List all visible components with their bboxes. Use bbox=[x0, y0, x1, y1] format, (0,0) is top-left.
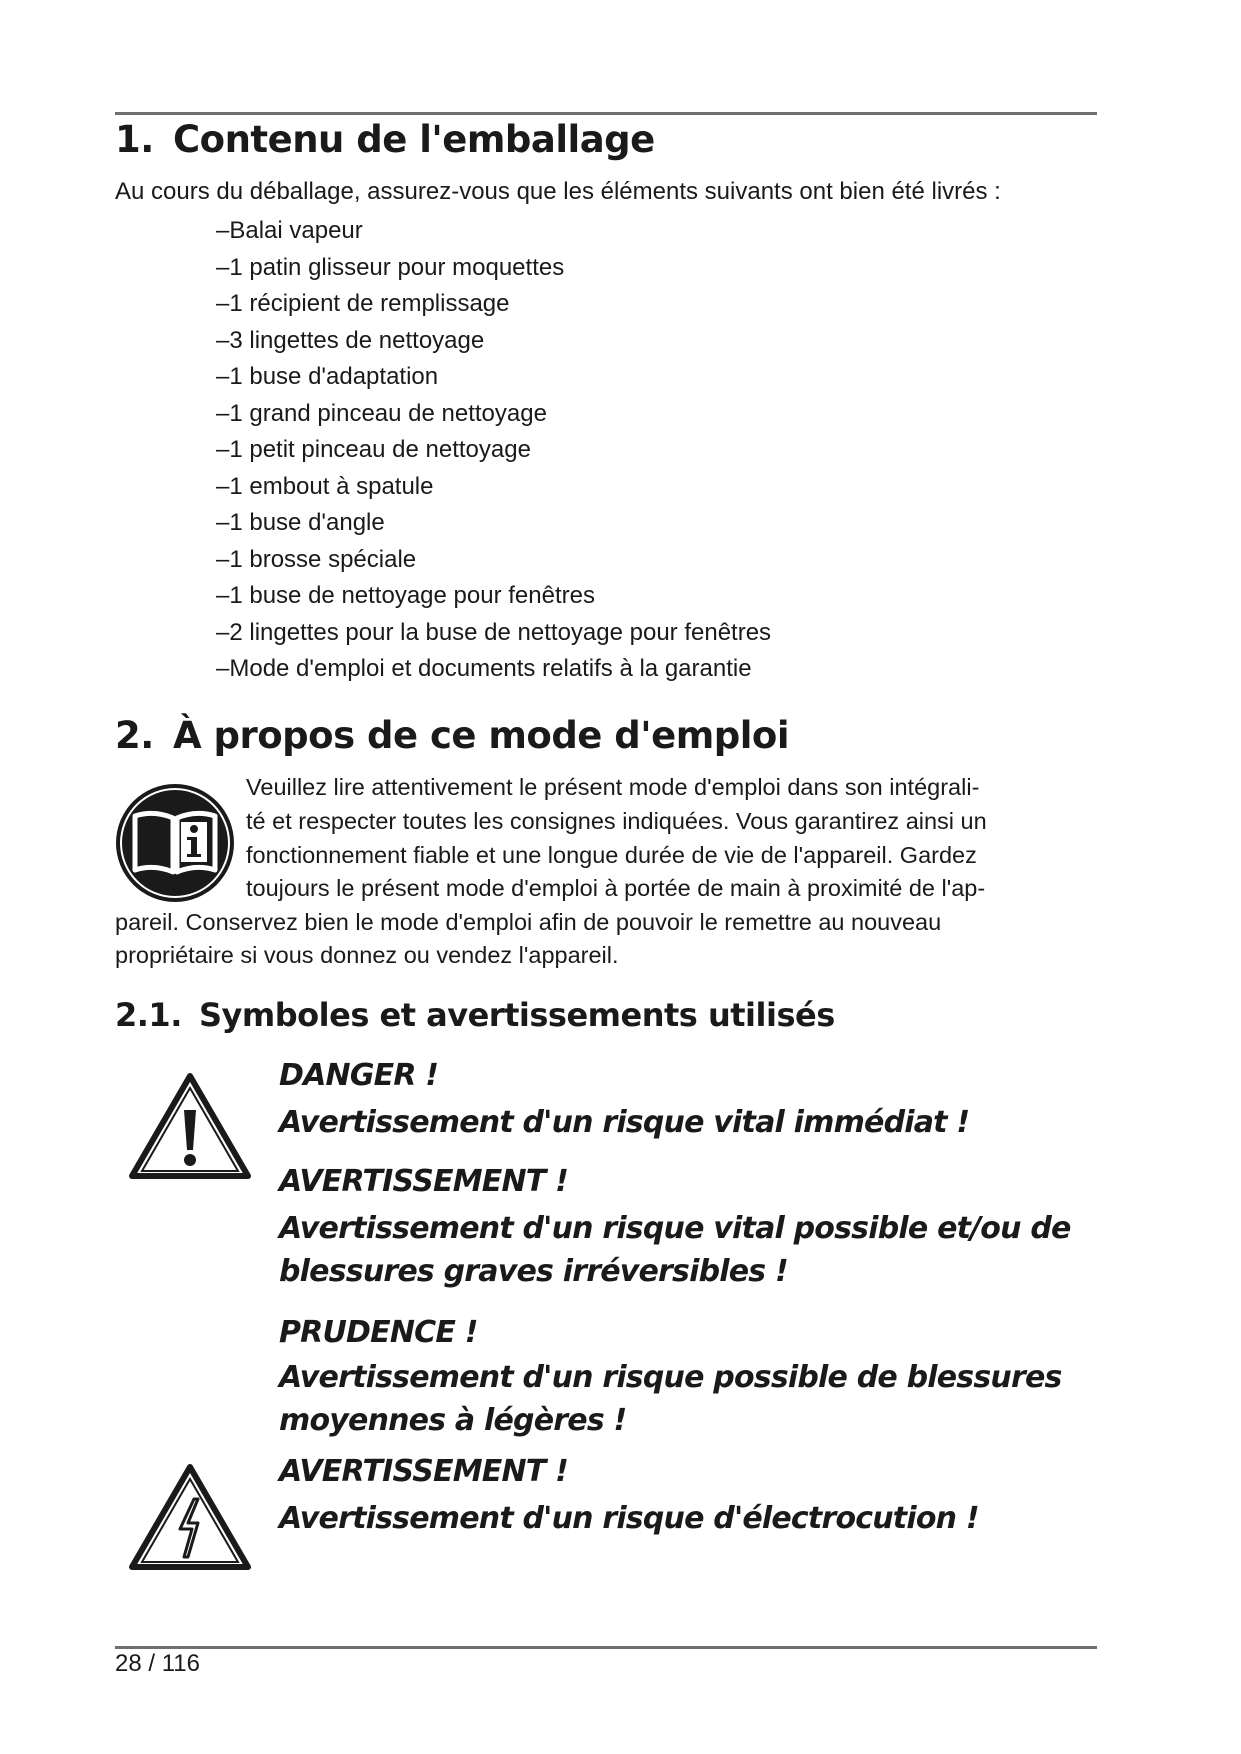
warning-label: AVERTISSEMENT ! bbox=[279, 1164, 568, 1199]
list-item: –1 petit pinceau de nettoyage bbox=[216, 436, 531, 463]
section-2-1-number: 2.1. bbox=[115, 996, 182, 1034]
danger-description: Avertissement d'un risque vital immédiat ! bbox=[279, 1105, 970, 1140]
manual-paragraph-line: fonctionnement fiable et une longue durée de vie de l'appareil. Gardez bbox=[246, 842, 977, 868]
list-item: –1 buse de nettoyage pour fenêtres bbox=[216, 582, 595, 609]
section-2-1-heading bbox=[115, 996, 835, 1034]
list-item: –1 embout à spatule bbox=[216, 472, 434, 500]
section-1-intro: Au cours du déballage, assurez-vous que les éléments suivants ont bien été livrés : bbox=[115, 178, 1001, 205]
list-item: –2 lingettes pour la buse de nettoyage pour fenêtres bbox=[216, 618, 772, 646]
danger-label: DANGER ! bbox=[279, 1058, 439, 1093]
package-contents-list bbox=[216, 213, 771, 688]
manual-paragraph-line: té et respecter toutes les consignes indiquées. Vous garantirez ainsi un bbox=[246, 808, 987, 834]
warning-description-line: blessures graves irréversibles ! bbox=[279, 1254, 788, 1289]
top-divider bbox=[115, 112, 1097, 115]
list-item: –1 récipient de remplissage bbox=[216, 290, 510, 317]
electric-warning-label: AVERTISSEMENT ! bbox=[279, 1454, 568, 1489]
section-1-title: Contenu de l'emballage bbox=[173, 118, 655, 161]
list-item: –1 buse d'adaptation bbox=[216, 363, 439, 390]
manual-paragraph-line: propriétaire si vous donnez ou vendez l'appareil. bbox=[115, 942, 619, 968]
section-2-number: 2. bbox=[115, 714, 154, 757]
list-item: –1 patin glisseur pour moquettes bbox=[216, 253, 565, 281]
electric-warning-description: Avertissement d'un risque d'électrocution ! bbox=[279, 1501, 979, 1536]
caution-description-line: moyennes à légères ! bbox=[279, 1403, 627, 1438]
manual-paragraph-line: pareil. Conservez bien le mode d'emploi afin de pouvoir le remettre au nouveau bbox=[115, 909, 942, 935]
manual-info-icon bbox=[114, 782, 236, 904]
list-item: –1 buse d'angle bbox=[216, 509, 385, 536]
caution-label: PRUDENCE ! bbox=[279, 1315, 478, 1350]
warning-triangle-icon bbox=[128, 1072, 252, 1180]
caution-description-line: Avertissement d'un risque possible de blessures bbox=[279, 1360, 1062, 1395]
page-number: 28 / 116 bbox=[115, 1650, 200, 1677]
list-item: –1 grand pinceau de nettoyage bbox=[216, 399, 547, 427]
warning-description bbox=[279, 1207, 1071, 1293]
section-1-number: 1. bbox=[115, 118, 154, 161]
section-2-1-title: Symboles et avertissements utilisés bbox=[199, 996, 835, 1034]
caution-description bbox=[279, 1356, 1062, 1442]
list-item: –3 lingettes de nettoyage bbox=[216, 326, 485, 354]
manual-paragraph-line: toujours le présent mode d'emploi à portée de main à proximité de l'ap- bbox=[246, 875, 986, 901]
list-item: –Balai vapeur bbox=[216, 217, 363, 244]
list-item: –Mode d'emploi et documents relatifs à la garantie bbox=[216, 655, 752, 682]
section-2-title: À propos de ce mode d'emploi bbox=[173, 714, 790, 757]
bottom-divider bbox=[115, 1646, 1097, 1649]
list-item: –1 brosse spéciale bbox=[216, 545, 417, 573]
warning-description-line: Avertissement d'un risque vital possible et/ou de bbox=[279, 1211, 1071, 1246]
section-2-heading bbox=[115, 714, 789, 757]
manual-paragraph-line: Veuillez lire attentivement le présent mode d'emploi dans son intégrali- bbox=[246, 774, 980, 800]
electric-shock-icon bbox=[128, 1463, 252, 1571]
section-1-heading bbox=[115, 118, 655, 161]
